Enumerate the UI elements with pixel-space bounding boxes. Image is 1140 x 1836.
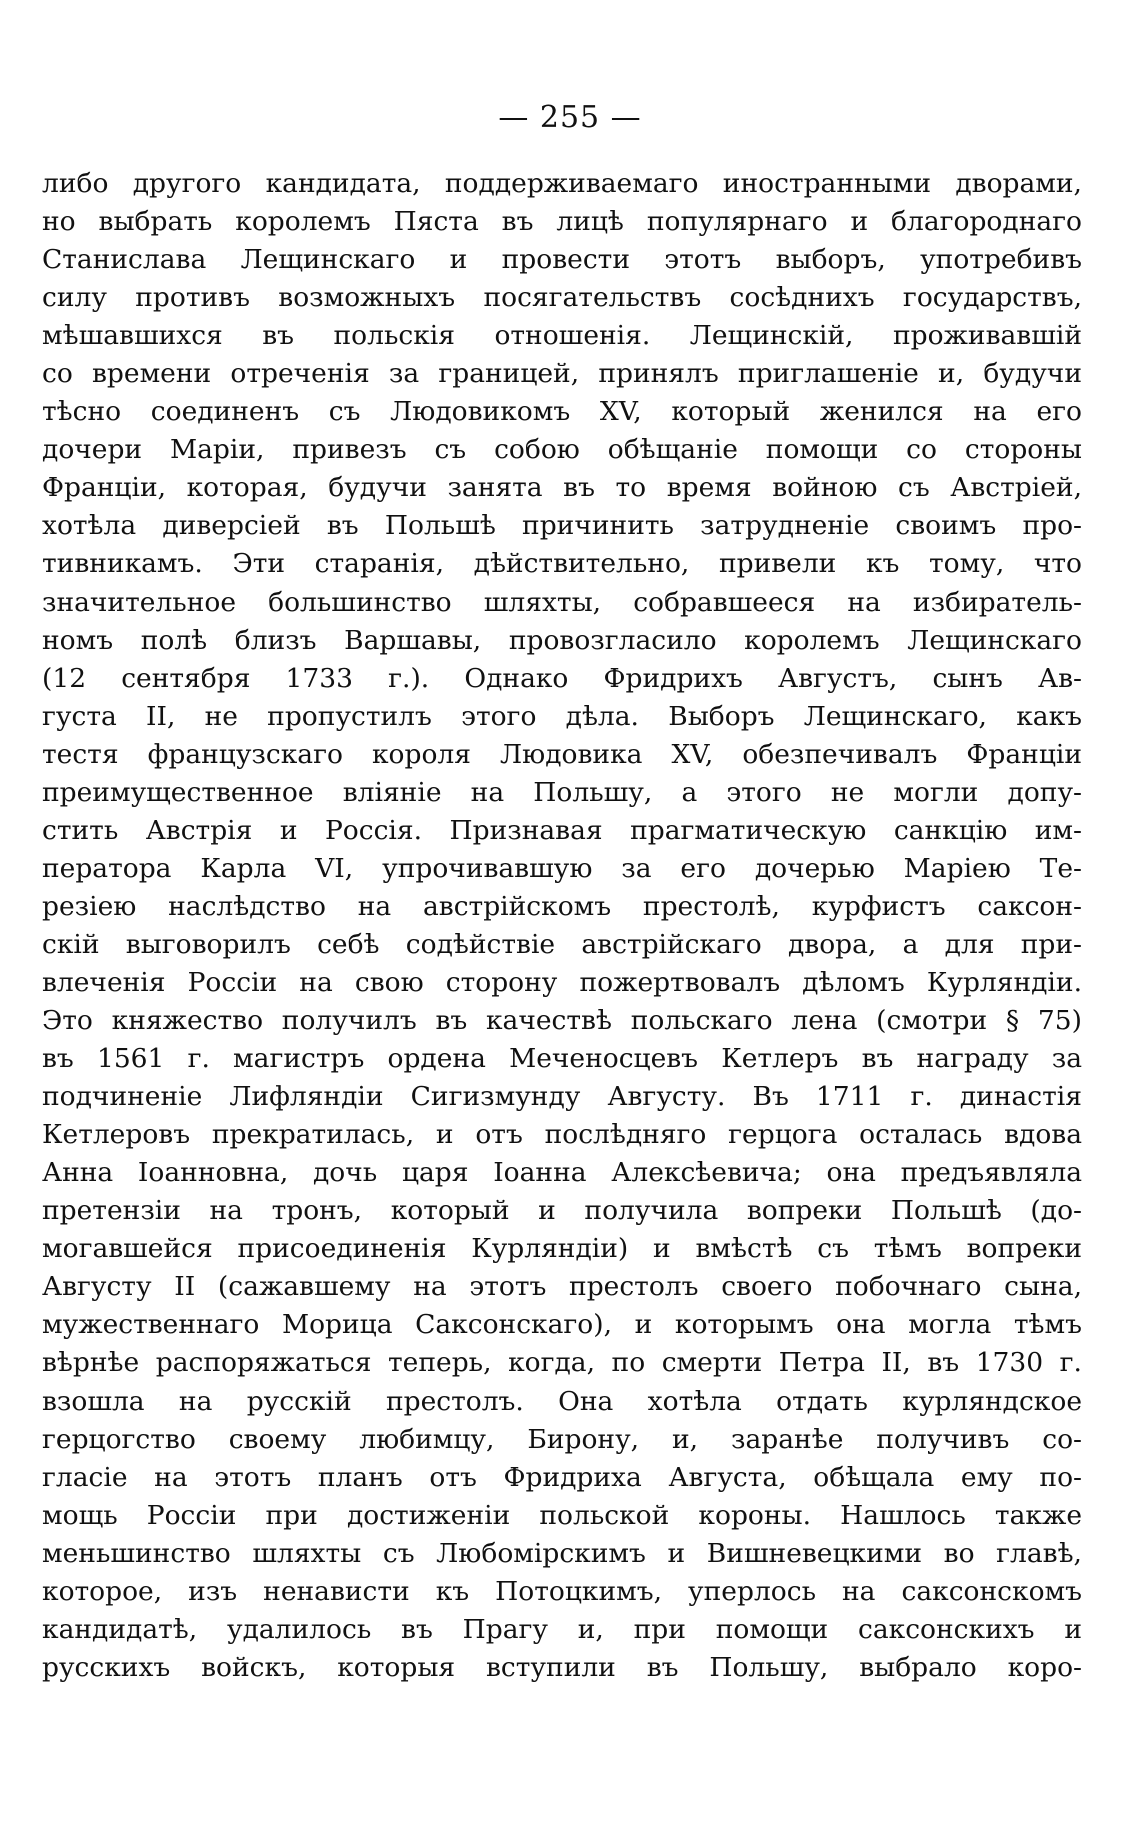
text-line: но выбрать королемъ Пяста въ лицѣ популярнаго и благороднаго — [42, 206, 1082, 238]
text-line: скій выговорилъ себѣ содѣйствіе австрійскаго двора, а для при- — [42, 928, 1082, 960]
text-line: мѣшавшихся въ польскія отношенія. Лещинскій, проживавшій — [42, 320, 1082, 352]
text-line: кандидатѣ, удалилось въ Прагу и, при помощи саксонскихъ и — [42, 1613, 1082, 1645]
text-line: могавшейся присоединенія Курляндіи) и вмѣстѣ съ тѣмъ вопреки — [42, 1233, 1082, 1265]
text-line: въ 1561 г. магистръ ордена Меченосцевъ Кетлеръ въ награду за — [42, 1043, 1082, 1075]
text-line: густа II, не пропустилъ этого дѣла. Выборъ Лещинскаго, какъ — [42, 700, 1082, 732]
text-line: тивникамъ. Эти старанія, дѣйствительно, привели къ тому, что — [42, 548, 1082, 580]
text-line: Это княжество получилъ въ качествѣ польскаго лена (смотри § 75) — [42, 1005, 1082, 1037]
text-line: преимущественное вліяніе на Польшу, а этого не могли допу- — [42, 776, 1082, 808]
text-line: стить Австрія и Россія. Признавая прагматическую санкцію им- — [42, 814, 1082, 846]
text-line: силу противъ возможныхъ посягательствъ сосѣднихъ государствъ, — [42, 282, 1082, 314]
text-line: резіею наслѣдство на австрійскомъ престолѣ, курфистъ саксон- — [42, 890, 1082, 922]
text-line: хотѣла диверсіей въ Польшѣ причинить затрудненіе своимъ про- — [42, 510, 1082, 542]
text-line: Анна Іоанновна, дочь царя Іоанна Алексѣевича; она предъявляла — [42, 1157, 1082, 1189]
text-line: тѣсно соединенъ съ Людовикомъ XV, который женился на его — [42, 396, 1082, 428]
text-line: Станислава Лещинскаго и провести этотъ выборъ, употребивъ — [42, 244, 1082, 276]
text-line: со времени отреченія за границей, принялъ приглашеніе и, будучи — [42, 358, 1082, 390]
text-line: значительное большинство шляхты, собравшееся на избиратель- — [42, 586, 1082, 618]
text-line: вѣрнѣе распоряжаться теперь, когда, по смерти Петра II, въ 1730 г. — [42, 1347, 1082, 1379]
text-line: герцогство своему любимцу, Бирону, и, заранѣе получивъ со- — [42, 1423, 1082, 1455]
text-line: мужественнаго Морица Саксонскаго), и которымъ она могла тѣмъ — [42, 1309, 1082, 1341]
body-text — [42, 165, 1082, 1687]
text-line: дочери Маріи, привезъ съ собою обѣщаніе помощи со стороны — [42, 434, 1082, 466]
text-line: Франціи, которая, будучи занята въ то время войною съ Австріей, — [42, 472, 1082, 504]
text-line: гласіе на этотъ планъ отъ Фридриха Августа, обѣщала ему по- — [42, 1461, 1082, 1493]
text-line: взошла на русскій престолъ. Она хотѣла отдать курляндское — [42, 1385, 1082, 1417]
text-line: влеченія Россіи на свою сторону пожертвовалъ дѣломъ Курляндіи. — [42, 966, 1082, 998]
text-line: ператора Карла VI, упрочивавшую за его дочерью Маріею Те- — [42, 852, 1082, 884]
text-line: либо другого кандидата, поддерживаемаго иностранными дворами, — [42, 168, 1082, 199]
text-line: (12 сентября 1733 г.). Однако Фридрихъ Августъ, сынъ Ав- — [42, 662, 1082, 694]
text-line: которое, изъ ненависти къ Потоцкимъ, уперлось на саксонскомъ — [42, 1575, 1082, 1607]
text-line: Кетлеровъ прекратилась, и отъ послѣдняго герцога осталась вдова — [42, 1119, 1082, 1151]
text-line: подчиненіе Лифляндіи Сигизмунду Августу. Въ 1711 г. династія — [42, 1081, 1082, 1113]
page-number: — 255 — — [498, 100, 642, 135]
text-line: мощь Россіи при достиженіи польской короны. Нашлось также — [42, 1499, 1082, 1531]
text-line: претензіи на тронъ, который и получила вопреки Польшѣ (до- — [42, 1195, 1082, 1227]
text-line: номъ полѣ близъ Варшавы, провозгласило королемъ Лещинскаго — [42, 624, 1082, 656]
text-line: русскихъ войскъ, которыя вступили въ Польшу, выбрало коро- — [42, 1651, 1082, 1683]
text-line: Августу II (сажавшему на этотъ престолъ своего побочнаго сына, — [42, 1271, 1082, 1303]
text-line: тестя французскаго короля Людовика XV, обезпечивалъ Франціи — [42, 738, 1082, 770]
text-line: меньшинство шляхты съ Любомірскимъ и Вишневецкими во главѣ, — [42, 1537, 1082, 1569]
